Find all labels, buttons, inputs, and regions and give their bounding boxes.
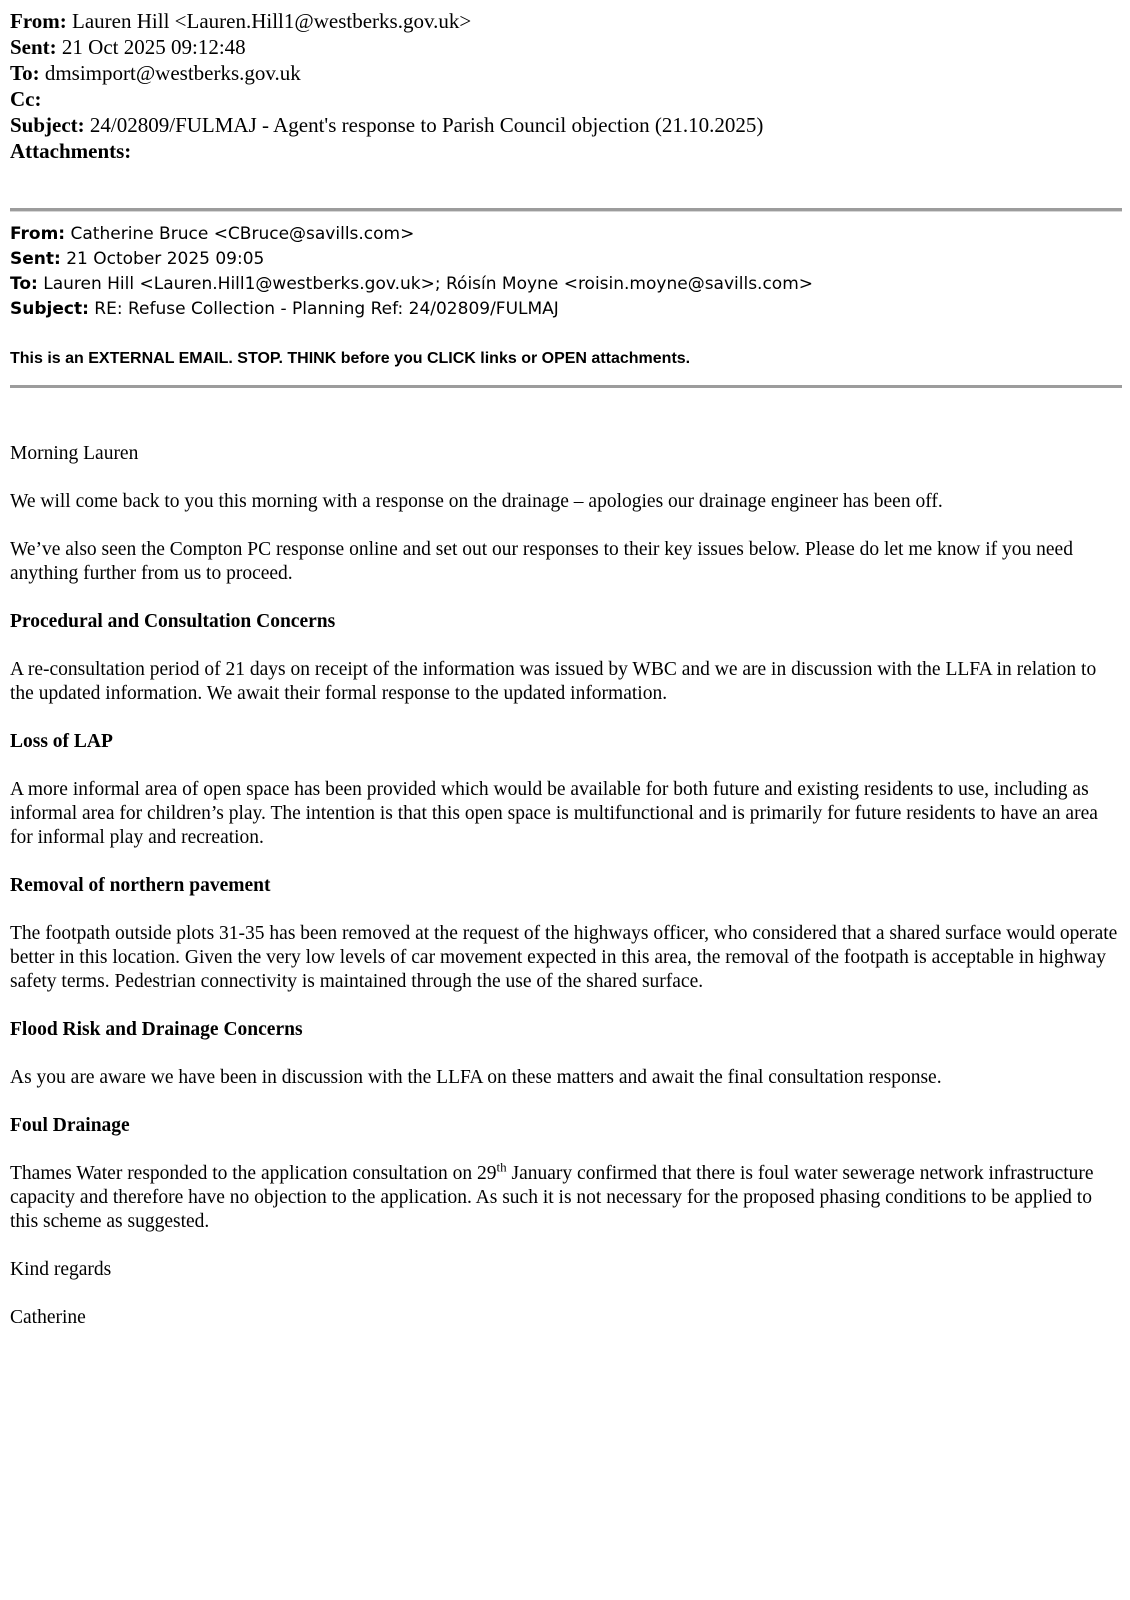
- inner-from-row: [10, 222, 813, 247]
- section-heading: Procedural and Consultation Concerns: [10, 611, 336, 632]
- inner-sent-label: Sent:: [10, 249, 61, 269]
- outer-subject-row: [10, 112, 1122, 138]
- outer-attachments-row: [10, 138, 1122, 164]
- outer-cc-label: Cc:: [10, 87, 42, 111]
- inner-sent-row: [10, 247, 813, 272]
- inner-from-value: Catherine Bruce <CBruce@savills.com>: [70, 224, 415, 244]
- outer-from-value: Lauren Hill <Lauren.Hill1@westberks.gov.uk>: [72, 9, 472, 33]
- outer-to-label: To:: [10, 61, 40, 85]
- outer-from-label: From:: [10, 9, 67, 33]
- email-body: [10, 442, 1122, 1354]
- body-paragraph: We’ve also seen the Compton PC response online and set out our responses to their key issues below. Please do let me know if you need anything further from us to proceed.: [10, 539, 1073, 584]
- inner-to-value: Lauren Hill <Lauren.Hill1@westberks.gov.uk>; Róisín Moyne <roisin.moyne@savills.com>: [43, 274, 814, 294]
- body-paragraph: A re-consultation period of 21 days on receipt of the information was issued by WBC and we are in discussion with the LLFA in relation to the updated information. We await their formal response to the updated information.: [10, 659, 1097, 704]
- ordinal-suffix: th: [496, 1159, 507, 1175]
- inner-to-row: [10, 272, 813, 297]
- inner-sent-value: 21 October 2025 09:05: [66, 249, 265, 269]
- external-email-warning: This is an EXTERNAL EMAIL. STOP. THINK before you CLICK links or OPEN attachments.: [10, 350, 691, 367]
- outer-cc-row: [10, 86, 1122, 112]
- outer-subject-label: Subject:: [10, 113, 85, 137]
- inner-subject-value: RE: Refuse Collection - Planning Ref: 24/02809/FULMAJ: [94, 299, 559, 319]
- header-divider: [10, 208, 1122, 212]
- outer-email-header: [10, 8, 1122, 164]
- inner-subject-row: [10, 297, 813, 322]
- body-paragraph: The footpath outside plots 31-35 has been removed at the request of the highways officer, who considered that a shared surface would operate better in this location. Given the very low levels of car movement expected in this area, the removal of the footpath is acceptable in highway safety terms. Pedestrian connectivity is maintained through the use of the shared surface.: [10, 923, 1118, 992]
- greeting: Morning Lauren: [10, 443, 139, 464]
- section-heading: Foul Drainage: [10, 1115, 130, 1136]
- warning-divider: [10, 385, 1122, 388]
- body-paragraph: A more informal area of open space has been provided which would be available for both future and existing residents to use, including as informal area for children’s play. The intention is that this open space is multifunctional and is primarily for future residents to have an area for informal play and recreation.: [10, 779, 1098, 848]
- section-heading: Removal of northern pavement: [10, 875, 271, 896]
- body-paragraph: We will come back to you this morning with a response on the drainage – apologies our drainage engineer has been off.: [10, 491, 943, 512]
- body-paragraph: As you are aware we have been in discussion with the LLFA on these matters and await the final consultation response.: [10, 1067, 942, 1088]
- inner-to-label: To:: [10, 274, 38, 294]
- section-heading: Flood Risk and Drainage Concerns: [10, 1019, 303, 1040]
- outer-sent-label: Sent:: [10, 35, 57, 59]
- outer-to-value: dmsimport@westberks.gov.uk: [44, 61, 301, 85]
- foul-drainage-text-start: Thames Water responded to the application consultation on 29: [10, 1163, 497, 1184]
- outer-sent-row: [10, 34, 1122, 60]
- inner-email-header: [10, 222, 813, 322]
- section-heading: Loss of LAP: [10, 731, 113, 752]
- signature: Catherine: [10, 1307, 86, 1328]
- outer-attachments-label: Attachments:: [10, 139, 132, 163]
- inner-from-label: From:: [10, 224, 66, 244]
- outer-sent-value: 21 Oct 2025 09:12:48: [61, 35, 246, 59]
- inner-subject-label: Subject:: [10, 299, 89, 319]
- outer-from-row: [10, 8, 1122, 34]
- signoff: Kind regards: [10, 1259, 112, 1280]
- foul-drainage-text-end: January confirmed that there is foul water sewerage network infrastructure capacity and therefore have no objection to the application. As such it is not necessary for the proposed phasing conditions to be applied to this scheme as suggested.: [10, 1163, 1094, 1232]
- outer-subject-value: 24/02809/FULMAJ - Agent's response to Parish Council objection (21.10.2025): [89, 113, 764, 137]
- outer-to-row: [10, 60, 1122, 86]
- body-paragraph: [10, 1159, 1122, 1234]
